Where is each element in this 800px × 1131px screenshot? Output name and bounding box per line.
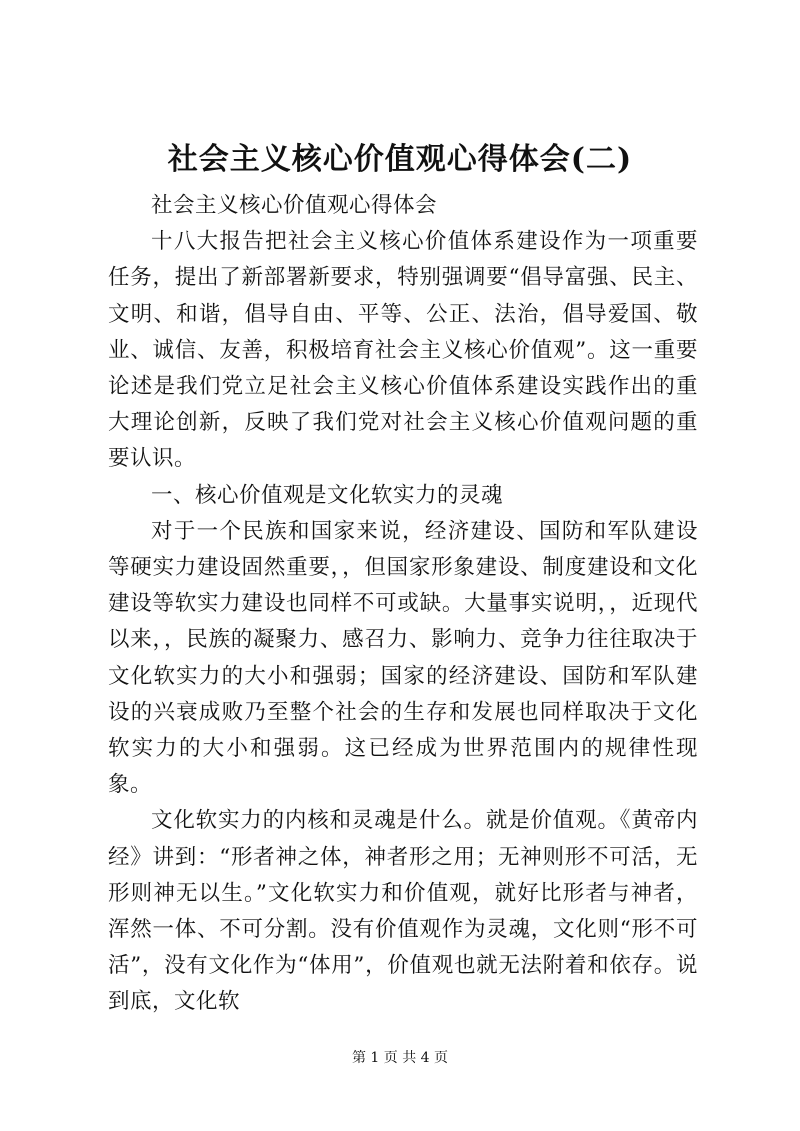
page-footer: 第 1 页 共 4 页 bbox=[351, 1050, 449, 1066]
paragraph-subtitle: 社会主义核心价值观心得体会 bbox=[151, 193, 438, 218]
document-body bbox=[108, 188, 698, 1021]
paragraph-soft-power: 对于一个民族和国家来说，经济建设、国防和军队建设等硬实力建设固然重要，，但国家形象建设、制度建设和文化建设等软实力建设也同样不可或缺。大量事实说明，，近现代以来，，民族的凝聚力、感召力、影响力、竞争力往往取决于文化软实力的大小和强弱；国家的经济建设、国防和军队建设的兴衰成败乃至整个社会的生存和发展也同样取决于文化软实力的大小和强弱。这已经成为世界范围内的规律性现象。 bbox=[108, 518, 698, 798]
document-title: 社会主义核心价值观心得体会(二) bbox=[167, 142, 633, 177]
paragraph-intro: 十八大报告把社会主义核心价值体系建设作为一项重要任务，提出了新部署新要求，特别强调要“倡导富强、民主、文明、和谐，倡导自由、平等、公正、法治，倡导爱国、敬业、诚信、友善，积极培育社会主义核心价值观”。这一重要论述是我们党立足社会主义核心价值体系建设实践作出的重大理论创新，反映了我们党对社会主义核心价值观问题的重要认识。 bbox=[108, 229, 698, 472]
section-heading-1: 一、核心价值观是文化软实力的灵魂 bbox=[151, 482, 504, 508]
paragraph-values-core: 文化软实力的内核和灵魂是什么。就是价值观。《黄帝内经》讲到：“形者神之体，神者形之用；无神则形不可活，无形则神无以生。”文化软实力和价值观，就好比形者与神者，浑然一体、不可分割。没有价值观作为灵魂，文化则“形不可活”，没有文化作为“体用”，价值观也就无法附着和依存。说到底，文化软 bbox=[108, 808, 698, 1015]
